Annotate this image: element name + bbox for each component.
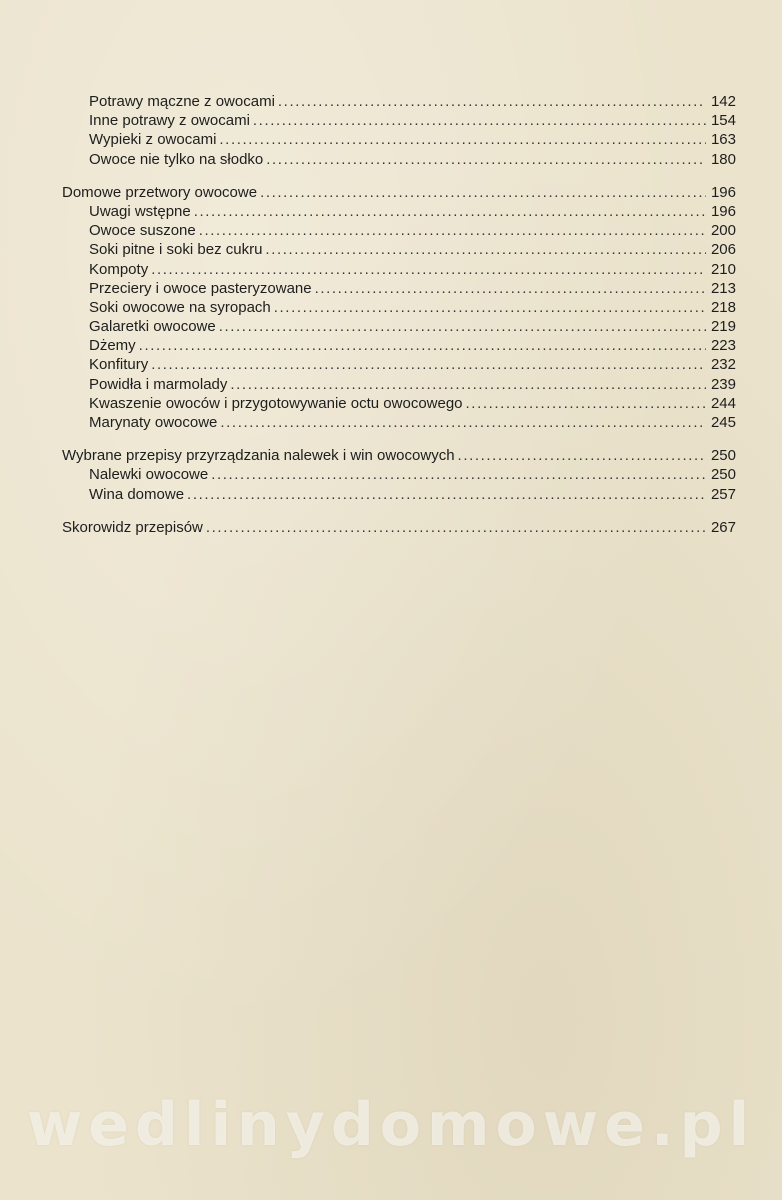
dot-leader — [253, 111, 706, 130]
toc-page-number: 200 — [710, 222, 736, 240]
toc-entry-label: Potrawy mączne z owocami — [89, 93, 275, 110]
toc-page-number: 163 — [710, 131, 736, 149]
toc-page-number: 213 — [710, 279, 736, 297]
toc-page-number: 180 — [710, 150, 736, 168]
dot-leader — [315, 279, 706, 298]
dot-leader — [151, 260, 706, 279]
toc-entry-label: Inne potrawy z owocami — [89, 112, 250, 130]
dot-leader — [458, 446, 706, 465]
toc-entry-label: Wybrane przepisy przyrządzania nalewek i win owocowych — [62, 447, 455, 465]
dot-leader — [260, 183, 706, 202]
toc-entry-label: Soki pitne i soki bez cukru — [89, 241, 263, 259]
toc-page-number: 257 — [710, 485, 736, 503]
toc-subentry — [62, 485, 736, 504]
toc-group — [62, 446, 736, 504]
toc-subentry — [62, 202, 736, 221]
toc-page-number: 218 — [710, 298, 736, 316]
toc-entry-label: Domowe przetwory owocowe — [62, 183, 258, 201]
toc-subentry — [62, 336, 736, 355]
toc-subentry — [62, 260, 736, 279]
toc-page-number: 244 — [710, 394, 736, 412]
dot-leader — [206, 518, 706, 537]
toc-entry-label: Przeciery i owoce pasteryzowane — [89, 279, 312, 297]
dot-leader — [274, 298, 706, 317]
dot-leader — [220, 413, 706, 432]
toc-subentry — [62, 111, 736, 130]
table-of-contents — [62, 92, 736, 551]
toc-entry-label: Soki owocowe na syropach — [89, 298, 271, 316]
toc-subentry — [62, 298, 736, 317]
toc-page-number: 250 — [710, 466, 736, 484]
dot-leader — [219, 130, 706, 149]
dot-leader — [151, 355, 706, 374]
toc-entry — [62, 446, 736, 465]
toc-entry-label: Powidła i marmolady — [89, 375, 228, 393]
toc-page-number: 196 — [710, 202, 736, 220]
toc-subentry — [62, 150, 736, 169]
toc-page-number: 219 — [710, 318, 736, 336]
toc-entry-label: Nalewki owocowe — [89, 466, 209, 484]
toc-subentry — [62, 221, 736, 240]
toc-entry-label: Dżemy — [89, 337, 136, 355]
toc-group — [62, 92, 736, 169]
toc-entry-label: Kwaszenie owoców i przygotowywanie octu owocowego — [89, 394, 463, 412]
toc-entry-label: Kompoty — [89, 260, 149, 278]
toc-subentry — [62, 240, 736, 259]
toc-page-number: 239 — [710, 375, 736, 393]
toc-subentry — [62, 375, 736, 394]
dot-leader — [278, 92, 706, 111]
toc-entry-label: Wina domowe — [89, 485, 185, 503]
toc-page-number: 210 — [710, 260, 736, 278]
toc-page-number: 154 — [710, 112, 736, 130]
dot-leader — [194, 202, 706, 221]
dot-leader — [466, 394, 706, 413]
toc-entry-label: Galaretki owocowe — [89, 318, 216, 336]
dot-leader — [139, 336, 706, 355]
toc-entry — [62, 518, 736, 537]
toc-entry-label: Owoce suszone — [89, 222, 196, 240]
toc-group — [62, 518, 736, 537]
dot-leader — [219, 317, 706, 336]
dot-leader — [187, 485, 706, 504]
toc-entry-label: Konfitury — [89, 356, 149, 374]
toc-subentry — [62, 394, 736, 413]
toc-subentry — [62, 279, 736, 298]
toc-subentry — [62, 317, 736, 336]
toc-page-number: 206 — [710, 241, 736, 259]
dot-leader — [265, 240, 706, 259]
toc-group — [62, 183, 736, 432]
toc-page-number: 142 — [710, 93, 736, 110]
toc-subentry — [62, 92, 736, 111]
toc-page-number: 245 — [710, 414, 736, 431]
toc-entry — [62, 183, 736, 202]
toc-subentry — [62, 130, 736, 149]
toc-entry-label: Owoce nie tylko na słodko — [89, 150, 264, 168]
dot-leader — [211, 465, 706, 484]
toc-page-number: 232 — [710, 356, 736, 374]
toc-page-number: 223 — [710, 337, 736, 355]
toc-subentry — [62, 355, 736, 374]
toc-page-number: 250 — [710, 447, 736, 465]
toc-subentry — [62, 465, 736, 484]
toc-page-number: 267 — [710, 518, 736, 536]
toc-subentry — [62, 413, 736, 432]
toc-page-number: 196 — [710, 183, 736, 201]
toc-entry-label: Skorowidz przepisów — [62, 518, 203, 536]
dot-leader — [266, 150, 706, 169]
toc-entry-label: Wypieki z owocami — [89, 131, 217, 149]
toc-entry-label: Marynaty owocowe — [89, 414, 218, 431]
dot-leader — [230, 375, 706, 394]
dot-leader — [199, 221, 706, 240]
toc-entry-label: Uwagi wstępne — [89, 202, 191, 220]
watermark: wedlinydomowe.pl — [26, 1090, 756, 1160]
